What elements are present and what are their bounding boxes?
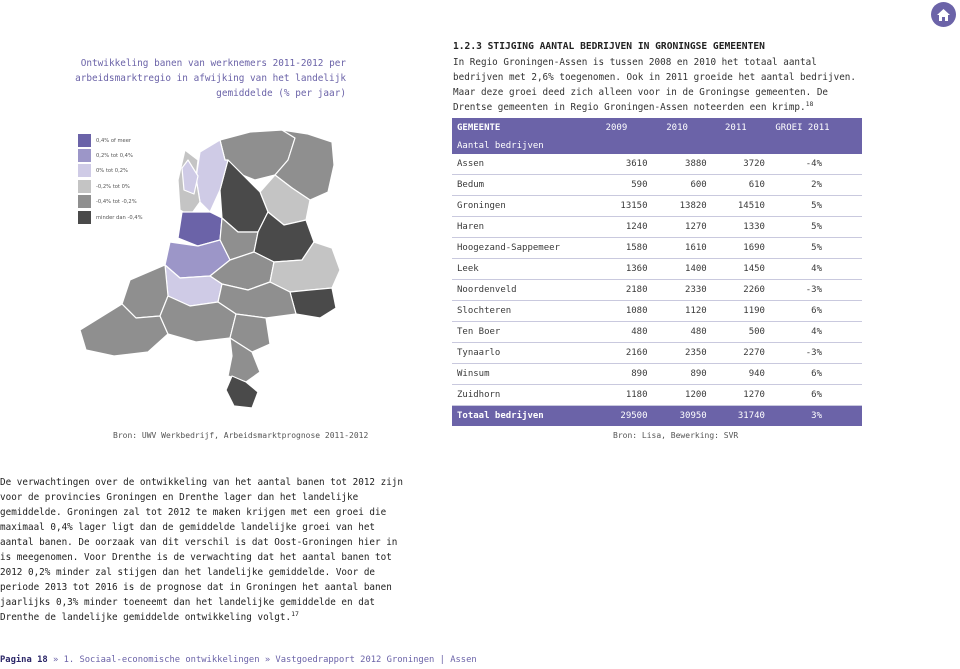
table-source: Bron: Lisa, Bewerking: SVR: [613, 431, 739, 440]
row-groei: -4%: [765, 154, 862, 175]
table-row: [452, 196, 862, 217]
header-gemeente: GEMEENTE: [452, 118, 585, 137]
row-groei: 5%: [765, 238, 862, 259]
section-heading: 1.2.3 STIJGING AANTAL BEDRIJVEN IN GRONINGSE GEMEENTEN: [453, 41, 765, 52]
row-2011: 1330: [707, 217, 765, 238]
row-2010: 890: [648, 364, 707, 385]
row-2010: 1270: [648, 217, 707, 238]
row-gemeente: Zuidhorn: [452, 385, 585, 406]
row-groei: 6%: [765, 364, 862, 385]
total-2011: 31740: [707, 406, 765, 427]
table-row: [452, 280, 862, 301]
intro-footnote: 18: [805, 99, 814, 108]
row-gemeente: Noordenveld: [452, 280, 585, 301]
row-2011: 1450: [707, 259, 765, 280]
row-2010: 1400: [648, 259, 707, 280]
row-2009: 1360: [585, 259, 647, 280]
row-gemeente: Winsum: [452, 364, 585, 385]
row-groei: -3%: [765, 280, 862, 301]
row-2009: 890: [585, 364, 647, 385]
home-icon: [936, 8, 951, 22]
table-row: [452, 385, 862, 406]
table-row: [452, 343, 862, 364]
row-2009: 1580: [585, 238, 647, 259]
body-text: De verwachtingen over de ontwikkeling van het aantal banen tot 2012 zijn voor de provincies Groningen en Drenthe lager dan het landelijke gemiddelde. Groningen zal tot 2012 te maken krijgen met een groei die maximaal 0,4% lager ligt dan de gemiddelde landelijke groei van het aantal banen. De oorzaak van dit verschil is dat Oost-Groningen hier in is meegenomen. Voor Drenthe is de verwachting dat het aantal banen tot 2012 0,2% minder zal stijgen dan het landelijke gemiddelde. Voor de periode 2013 tot 2016 is de prognose dat in Groningen het aantal banen jaarlijks 0,3% minder toeneemt dan het landelijke gemiddelde en dat Drenthe de landelijke gemiddelde ontwikkeling volgt.: [0, 477, 403, 623]
table-row: [452, 154, 862, 175]
row-2010: 2350: [648, 343, 707, 364]
home-button[interactable]: [931, 2, 956, 27]
total-label: Totaal bedrijven: [452, 406, 585, 427]
row-2010: 1120: [648, 301, 707, 322]
row-groei: -3%: [765, 343, 862, 364]
row-gemeente: Ten Boer: [452, 322, 585, 343]
header-2009: 2009: [585, 118, 647, 137]
legend-item: [78, 164, 198, 178]
legend-swatch: [78, 180, 91, 193]
table-row: [452, 175, 862, 196]
row-2009: 1180: [585, 385, 647, 406]
row-2009: 2160: [585, 343, 647, 364]
row-gemeente: Leek: [452, 259, 585, 280]
legend-label: 0,2% tot 0,4%: [96, 153, 133, 159]
row-gemeente: Hoogezand-Sappemeer: [452, 238, 585, 259]
body-paragraph: [0, 475, 414, 625]
row-2009: 1240: [585, 217, 647, 238]
row-2011: 610: [707, 175, 765, 196]
legend-swatch: [78, 134, 91, 147]
breadcrumb-separator: »: [264, 655, 271, 665]
row-2010: 3880: [648, 154, 707, 175]
table-row: [452, 238, 862, 259]
row-2009: 13150: [585, 196, 647, 217]
row-gemeente: Haren: [452, 217, 585, 238]
row-2009: 1080: [585, 301, 647, 322]
legend-item: [78, 180, 198, 194]
row-gemeente: Bedum: [452, 175, 585, 196]
footer: [0, 655, 477, 665]
row-groei: 6%: [765, 301, 862, 322]
row-gemeente: Slochteren: [452, 301, 585, 322]
row-2011: 2270: [707, 343, 765, 364]
table-header-row: [452, 118, 862, 137]
row-gemeente: Groningen: [452, 196, 585, 217]
row-2011: 3720: [707, 154, 765, 175]
map-title: Ontwikkeling banen van werknemers 2011-2012 per arbeidsmarktregio in afwijking van het landelijk gemiddelde (% per jaar): [75, 58, 346, 99]
row-2011: 500: [707, 322, 765, 343]
row-groei: 4%: [765, 322, 862, 343]
row-2011: 2260: [707, 280, 765, 301]
legend-label: minder dan -0,4%: [96, 215, 143, 221]
legend-label: 0,4% of meer: [96, 138, 132, 144]
table-row: [452, 259, 862, 280]
breadcrumb-chapter[interactable]: 1. Sociaal-economische ontwikkelingen: [63, 655, 260, 665]
row-groei: 5%: [765, 217, 862, 238]
legend-swatch: [78, 164, 91, 177]
row-2009: 590: [585, 175, 647, 196]
legend-item: [78, 195, 198, 209]
breadcrumb-separator: »: [52, 655, 59, 665]
row-2009: 2180: [585, 280, 647, 301]
legend-label: -0,2% tot 0%: [96, 184, 130, 190]
row-groei: 6%: [765, 385, 862, 406]
legend-item: [78, 211, 198, 225]
table-row: [452, 364, 862, 385]
header-2011: 2011: [707, 118, 765, 137]
row-2011: 14510: [707, 196, 765, 217]
legend-label: 0% tot 0,2%: [96, 168, 128, 174]
row-2010: 2330: [648, 280, 707, 301]
row-2011: 1690: [707, 238, 765, 259]
breadcrumb-report[interactable]: Vastgoedrapport 2012 Groningen | Assen: [275, 655, 477, 665]
header-2010: 2010: [648, 118, 707, 137]
row-2010: 480: [648, 322, 707, 343]
legend-swatch: [78, 211, 91, 224]
intro-text: In Regio Groningen-Assen is tussen 2008 en 2010 het totaal aantal bedrijven met 2,6% toegenomen. Ook in 2011 groeide het aantal bedrijven. Maar deze groei deed zich alleen voor in de Groningse gemeenten. De Drentse gemeenten in Regio Groningen-Assen noteerden een krimp.: [453, 57, 856, 113]
row-2009: 480: [585, 322, 647, 343]
row-2011: 940: [707, 364, 765, 385]
subheader: Aantal bedrijven: [452, 137, 862, 154]
row-gemeente: Tynaarlo: [452, 343, 585, 364]
table-row: [452, 322, 862, 343]
legend-swatch: [78, 195, 91, 208]
table-row: [452, 217, 862, 238]
row-groei: 2%: [765, 175, 862, 196]
total-2009: 29500: [585, 406, 647, 427]
total-2010: 30950: [648, 406, 707, 427]
row-2010: 600: [648, 175, 707, 196]
header-groei: GROEI 2011: [765, 118, 862, 137]
legend-item: [78, 149, 198, 163]
row-gemeente: Assen: [452, 154, 585, 175]
map-region: [290, 288, 336, 318]
page-number: Pagina 18: [0, 655, 48, 665]
row-2009: 3610: [585, 154, 647, 175]
legend-swatch: [78, 149, 91, 162]
row-2010: 1200: [648, 385, 707, 406]
companies-table: [452, 118, 862, 426]
map-region: [226, 376, 258, 408]
intro-paragraph: [453, 55, 858, 115]
legend-item: [78, 134, 198, 148]
table-row: [452, 301, 862, 322]
row-2010: 1610: [648, 238, 707, 259]
row-groei: 4%: [765, 259, 862, 280]
legend-label: -0,4% tot -0,2%: [96, 199, 137, 205]
row-2011: 1270: [707, 385, 765, 406]
table-subheader-row: [452, 137, 862, 154]
table-total-row: [452, 406, 862, 427]
body-footnote: 17: [291, 609, 299, 618]
total-groei: 3%: [765, 406, 862, 427]
map-region: [122, 265, 168, 318]
row-2011: 1190: [707, 301, 765, 322]
row-2010: 13820: [648, 196, 707, 217]
row-groei: 5%: [765, 196, 862, 217]
map-source: Bron: UWV Werkbedrijf, Arbeidsmarktprognose 2011-2012: [113, 431, 369, 440]
